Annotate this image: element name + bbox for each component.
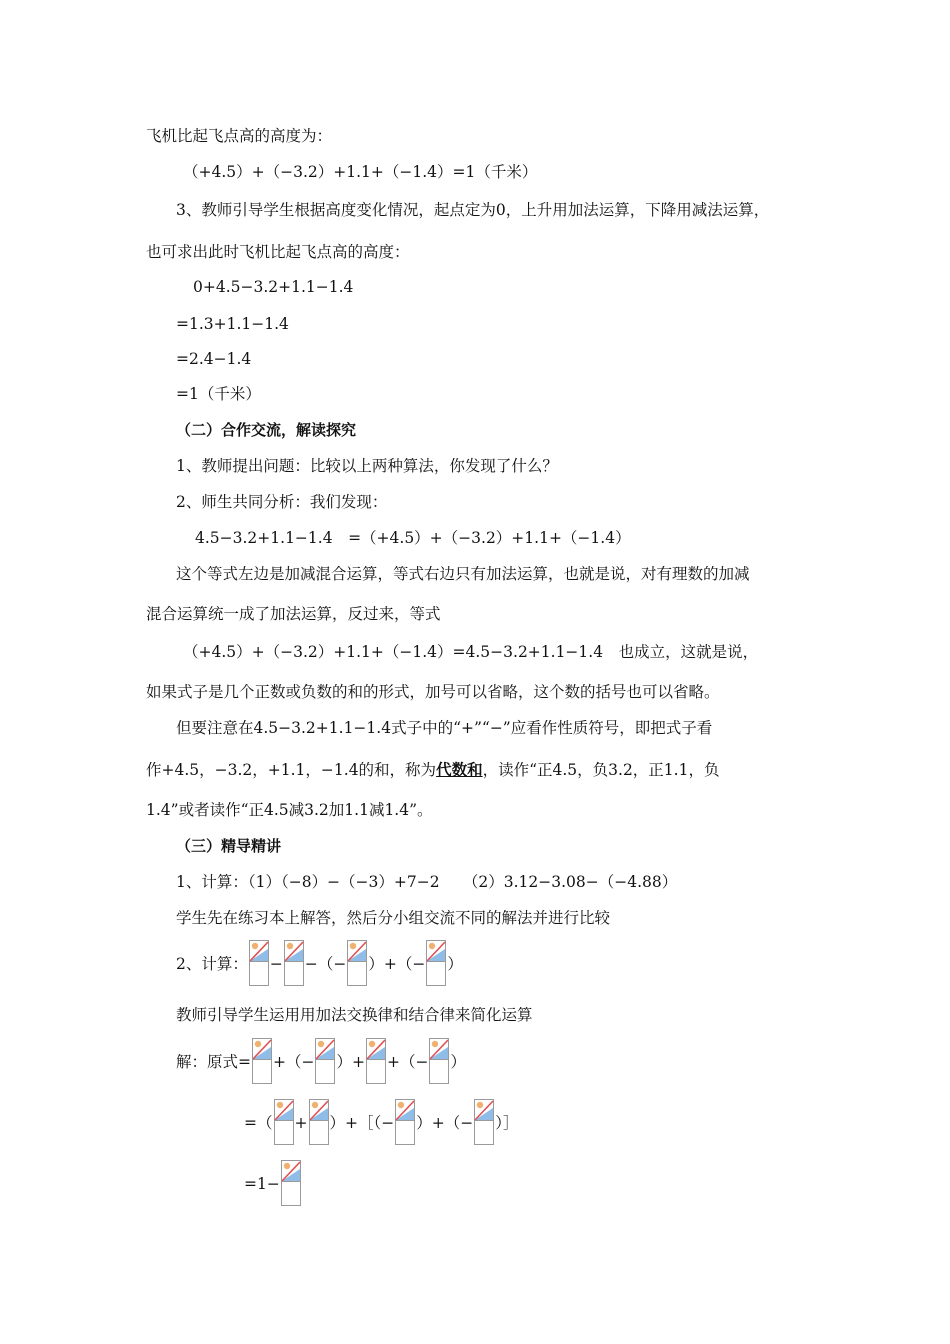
- broken-image-icon: [426, 940, 446, 986]
- text-segment: −: [269, 955, 283, 973]
- equation-line: （+4.5）+（−3.2）+1.1+（−1.4）=1（千米）: [183, 163, 538, 181]
- broken-image-icon: [281, 1160, 301, 1206]
- text-segment: 2、计算：: [176, 955, 248, 973]
- text-line: 飞机比起飞点高的高度为：: [146, 127, 333, 145]
- paragraph-line: 混合运算统一成了加法运算，反过来，等式: [146, 605, 441, 623]
- text-segment: 解：原式=: [176, 1053, 251, 1071]
- broken-image-icon: [315, 1038, 335, 1084]
- text-segment: ）: [447, 955, 463, 973]
- paragraph-line: 如果式子是几个正数或负数的和的形式，加号可以省略，这个数的括号也可以省略。: [146, 683, 720, 701]
- equation-line: 4.5−3.2+1.1−1.4 =（+4.5）+（−3.2）+1.1+（−1.4）: [195, 529, 631, 547]
- text-segment: =（: [244, 1114, 273, 1132]
- equation-line: 0+4.5−3.2+1.1−1.4: [193, 278, 354, 296]
- text-segment: ）+: [336, 1053, 365, 1071]
- text-segment: ）: [450, 1053, 466, 1071]
- broken-image-icon: [274, 1099, 294, 1145]
- solution-row: [244, 1160, 302, 1206]
- text-segment: ，读作“正4.5，负3.2，正1.1，负: [482, 761, 720, 779]
- text-segment: +（−: [273, 1053, 315, 1071]
- equation-line: =1.3+1.1−1.4: [176, 315, 289, 333]
- equation-line: 1、计算：（1）（−8）−（−3）+7−2 （2）3.12−3.08−（−4.88）: [176, 873, 678, 891]
- paragraph-line: 但要注意在4.5−3.2+1.1−1.4式子中的“+”“−”应看作性质符号，即把式子看: [176, 719, 713, 737]
- paragraph-line: 1、教师提出问题：比较以上两种算法，你发现了什么？: [176, 457, 558, 475]
- text-segment: ）+［（−: [329, 1114, 395, 1132]
- broken-image-icon: [429, 1038, 449, 1084]
- paragraph-line: 1.4”或者读作“正4.5减3.2加1.1减1.4”。: [146, 801, 433, 819]
- section-heading: （二）合作交流，解读探究: [176, 421, 357, 439]
- broken-image-icon: [347, 940, 367, 986]
- section-heading: （三）精导精讲: [176, 837, 282, 855]
- text-segment: ）+（−: [368, 955, 426, 973]
- text-segment: +: [294, 1114, 308, 1132]
- solution-row: [176, 1038, 466, 1084]
- equation-line: （+4.5）+（−3.2）+1.1+（−1.4）=4.5−3.2+1.1−1.4 也成立，这就是说，: [183, 643, 759, 661]
- calc-row: [176, 940, 463, 986]
- equation-line: =2.4−1.4: [176, 350, 252, 368]
- broken-image-icon: [474, 1099, 494, 1145]
- broken-image-icon: [366, 1038, 386, 1084]
- paragraph-line: 也可求出此时飞机比起飞点高的高度：: [146, 243, 410, 261]
- text-segment: ）+（−: [416, 1114, 474, 1132]
- key-term: 代数和: [436, 761, 483, 779]
- paragraph-line: 3、教师引导学生根据高度变化情况，起点定为0，上升用加法运算，下降用减法运算，: [176, 201, 770, 219]
- broken-image-icon: [309, 1099, 329, 1145]
- paragraph-line: 这个等式左边是加减混合运算，等式右边只有加法运算，也就是说，对有理数的加减: [176, 565, 750, 583]
- paragraph-line: 2、师生共同分析：我们发现：: [176, 493, 388, 511]
- broken-image-icon: [395, 1099, 415, 1145]
- paragraph-line: [146, 760, 719, 780]
- solution-row: [244, 1099, 518, 1145]
- broken-image-icon: [249, 940, 269, 986]
- text-segment: −（−: [304, 955, 347, 973]
- text-segment: ）］: [495, 1114, 519, 1132]
- text-segment: +（−: [386, 1053, 429, 1071]
- text-segment: 作+4.5，−3.2，+1.1，−1.4的和，称为: [146, 761, 437, 779]
- equation-line: =1（千米）: [176, 385, 261, 403]
- paragraph-line: 教师引导学生运用用加法交换律和结合律来简化运算: [176, 1006, 533, 1024]
- paragraph-line: 学生先在练习本上解答，然后分小组交流不同的解法并进行比较: [176, 909, 611, 927]
- text-segment: =1−: [244, 1175, 280, 1193]
- broken-image-icon: [252, 1038, 272, 1084]
- broken-image-icon: [284, 940, 304, 986]
